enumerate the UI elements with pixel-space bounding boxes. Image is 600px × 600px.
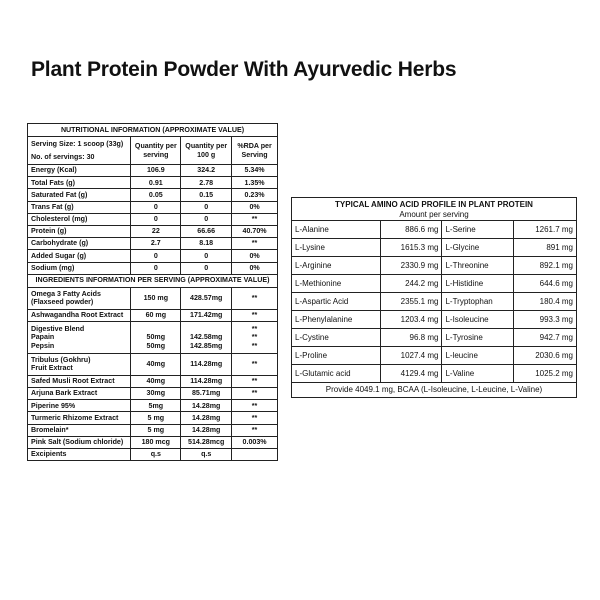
ingredient-per-100g-line: 142.58mg [190, 333, 223, 342]
table-row [292, 293, 577, 311]
table-row [28, 436, 278, 448]
bcaa-footnote: Provide 4049.1 mg, BCAA (L-Isoleucine, L-Leucine, L-Valine) [292, 383, 577, 398]
ingredient-serving-line: 50mg [146, 341, 166, 350]
table-row [28, 250, 278, 262]
ingredient-rda-line: ** [251, 341, 258, 350]
ingredient-rda: ** [232, 424, 278, 436]
ingredient-name: Excipients [28, 449, 131, 461]
nutrient-per-serving: 0 [131, 213, 181, 225]
amino-acid-name: L-Serine [442, 221, 514, 239]
table-row [28, 353, 278, 375]
table-row [292, 198, 577, 221]
number-of-servings: No. of servings: 30 [31, 153, 95, 161]
table-row [292, 221, 577, 239]
ingredient-per-100g: 14.28mg [181, 424, 232, 436]
ingredient-serving-line: 50mg [146, 333, 166, 342]
amino-acid-name: L-Isoleucine [442, 311, 514, 329]
amino-acid-amount: 892.1 mg [514, 257, 577, 275]
serving-info-cell [28, 137, 131, 165]
nutrient-per-serving: 0 [131, 262, 181, 274]
amino-acid-amount: 4129.4 mg [380, 365, 442, 383]
nutrient-per-100g: 0.15 [181, 189, 232, 201]
nutrient-per-100g: 2.78 [181, 177, 232, 189]
ingredient-name-line: Omega 3 Fatty Acids [31, 289, 101, 298]
ingredient-per-100g: 171.42mg [181, 309, 232, 321]
ingredient-serving: 60 mg [131, 309, 181, 321]
amino-acid-amount: 2330.9 mg [380, 257, 442, 275]
ingredient-name: Pink Salt (Sodium chloride) [28, 436, 131, 448]
table-row [292, 239, 577, 257]
ingredient-serving: 5 mg [131, 412, 181, 424]
ingredient-name-line: Tribulus (Gokhru) [31, 355, 91, 364]
amino-acid-name: L-Cystine [292, 329, 381, 347]
ingredient-name: Safed Musli Root Extract [28, 375, 131, 387]
nutrient-rda: ** [232, 238, 278, 250]
nutrient-name: Energy (Kcal) [28, 165, 131, 177]
nutrient-per-serving: 0 [131, 250, 181, 262]
nutrient-per-100g: 66.66 [181, 225, 232, 237]
ingredient-rda-line: ** [251, 324, 258, 333]
ingredient-rda [232, 449, 278, 461]
nutrient-per-serving: 0 [131, 201, 181, 213]
table-row [292, 311, 577, 329]
table-row [292, 329, 577, 347]
amino-acid-amount: 180.4 mg [514, 293, 577, 311]
ingredient-name: Arjuna Bark Extract [28, 388, 131, 400]
ingredient-serving: 40mg [131, 353, 181, 375]
ingredient-name-line: Fruit Extract [31, 364, 73, 373]
ingredient-serving [131, 321, 181, 353]
table-row [28, 274, 278, 287]
ingredient-name-line: Digestive Blend [31, 324, 85, 333]
ingredient-name-line: Pepsin [31, 341, 55, 350]
nutrient-rda: ** [232, 213, 278, 225]
ingredient-per-100g-line: 142.85mg [190, 341, 223, 350]
table-row [28, 400, 278, 412]
ingredient-serving: q.s [131, 449, 181, 461]
amino-acid-name: L-Arginine [292, 257, 381, 275]
nutrient-rda: 1.35% [232, 177, 278, 189]
table-row [292, 383, 577, 398]
amino-acid-name: L-Tryptophan [442, 293, 514, 311]
amino-acid-name: L-Lysine [292, 239, 381, 257]
amino-acid-name: L-Alanine [292, 221, 381, 239]
ingredient-per-100g: 514.28mcg [181, 436, 232, 448]
ingredient-rda-line: ** [251, 333, 258, 342]
nutrient-per-serving: 2.7 [131, 238, 181, 250]
table-row [28, 309, 278, 321]
ingredient-rda: ** [232, 400, 278, 412]
amino-title: TYPICAL AMINO ACID PROFILE IN PLANT PROTEIN [335, 200, 533, 209]
nutrient-per-serving: 0.05 [131, 189, 181, 201]
ingredient-name-line: (Flaxseed powder) [31, 298, 94, 307]
amino-acid-amount: 2355.1 mg [380, 293, 442, 311]
table-row [28, 177, 278, 189]
table-row [28, 321, 278, 353]
amino-acid-amount: 2030.6 mg [514, 347, 577, 365]
table-row [28, 124, 278, 137]
ingredient-name: Ashwagandha Root Extract [28, 309, 131, 321]
ingredient-per-100g: q.s [181, 449, 232, 461]
nutrient-per-100g: 0 [181, 201, 232, 213]
nutrient-per-100g: 0 [181, 213, 232, 225]
ingredient-serving: 180 mcg [131, 436, 181, 448]
amino-acid-name: L-Methionine [292, 275, 381, 293]
table-row [292, 257, 577, 275]
ingredient-rda: ** [232, 388, 278, 400]
ingredient-serving: 150 mg [131, 287, 181, 309]
amino-acid-amount: 942.7 mg [514, 329, 577, 347]
ingredient-serving: 5mg [131, 400, 181, 412]
ingredient-rda: ** [232, 287, 278, 309]
ingredient-per-100g: 14.28mg [181, 412, 232, 424]
amino-acid-table [291, 197, 577, 398]
nutrition-table [27, 123, 278, 461]
table-row [28, 375, 278, 387]
nutrient-per-serving: 22 [131, 225, 181, 237]
nutrient-name: Saturated Fat (g) [28, 189, 131, 201]
ingredient-serving: 40mg [131, 375, 181, 387]
column-header-rda: %RDA per Serving [232, 137, 278, 165]
nutrient-per-100g: 0 [181, 262, 232, 274]
amino-subtitle: Amount per serving [399, 210, 469, 219]
amino-acid-amount: 244.2 mg [380, 275, 442, 293]
ingredient-name [28, 353, 131, 375]
table-row [28, 412, 278, 424]
amino-acid-name: L-Proline [292, 347, 381, 365]
amino-acid-amount: 993.3 mg [514, 311, 577, 329]
amino-acid-amount: 1025.2 mg [514, 365, 577, 383]
column-header-per-serving: Quantity per serving [131, 137, 181, 165]
amino-acid-name: L-Tyrosine [442, 329, 514, 347]
amino-acid-name: L-Histidine [442, 275, 514, 293]
table-row [28, 137, 278, 165]
table-row [28, 287, 278, 309]
nutrient-per-100g: 8.18 [181, 238, 232, 250]
nutrient-rda: 0% [232, 262, 278, 274]
ingredient-rda: ** [232, 309, 278, 321]
amino-acid-amount: 891 mg [514, 239, 577, 257]
amino-acid-name: L-Valine [442, 365, 514, 383]
table-row [28, 449, 278, 461]
table-row [292, 347, 577, 365]
table-row [28, 424, 278, 436]
ingredients-header: INGREDIENTS INFORMATION PER SERVING (APPROXIMATE VALUE) [28, 274, 278, 287]
nutrient-name: Protein (g) [28, 225, 131, 237]
table-row [28, 201, 278, 213]
ingredient-per-100g: 14.28mg [181, 400, 232, 412]
nutrient-rda: 0% [232, 201, 278, 213]
amino-acid-amount: 1615.3 mg [380, 239, 442, 257]
amino-acid-amount: 1203.4 mg [380, 311, 442, 329]
ingredient-per-100g: 428.57mg [181, 287, 232, 309]
table-row [28, 225, 278, 237]
ingredient-per-100g [181, 321, 232, 353]
ingredient-per-100g: 85.71mg [181, 388, 232, 400]
nutrient-name: Added Sugar (g) [28, 250, 131, 262]
nutrient-per-serving: 0.91 [131, 177, 181, 189]
ingredient-rda: 0.003% [232, 436, 278, 448]
ingredient-name: Piperine 95% [28, 400, 131, 412]
ingredient-rda: ** [232, 412, 278, 424]
table-row [292, 365, 577, 383]
amino-acid-amount: 1027.4 mg [380, 347, 442, 365]
amino-acid-name: L-Glycine [442, 239, 514, 257]
amino-acid-amount: 644.6 mg [514, 275, 577, 293]
ingredient-serving: 30mg [131, 388, 181, 400]
amino-acid-name: L-leucine [442, 347, 514, 365]
amino-acid-amount: 1261.7 mg [514, 221, 577, 239]
ingredient-serving: 5 mg [131, 424, 181, 436]
amino-acid-amount: 886.6 mg [380, 221, 442, 239]
table-row [28, 213, 278, 225]
nutrition-header: NUTRITIONAL INFORMATION (APPROXIMATE VALUE) [28, 124, 278, 137]
nutrient-rda: 5.34% [232, 165, 278, 177]
nutrient-name: Total Fats (g) [28, 177, 131, 189]
nutrient-rda: 40.70% [232, 225, 278, 237]
ingredient-rda: ** [232, 375, 278, 387]
table-row [28, 165, 278, 177]
amino-acid-name: L-Threonine [442, 257, 514, 275]
table-row [28, 262, 278, 274]
amino-header [292, 198, 577, 221]
ingredient-rda [232, 321, 278, 353]
amino-acid-amount: 96.8 mg [380, 329, 442, 347]
table-row [28, 238, 278, 250]
nutrient-per-100g: 0 [181, 250, 232, 262]
amino-acid-name: L-Glutamic acid [292, 365, 381, 383]
ingredient-name [28, 287, 131, 309]
ingredient-name: Turmeric Rhizome Extract [28, 412, 131, 424]
nutrient-name: Sodium (mg) [28, 262, 131, 274]
ingredient-name-line: Papain [31, 333, 55, 342]
nutrient-per-serving: 106.9 [131, 165, 181, 177]
nutrient-rda: 0% [232, 250, 278, 262]
ingredient-per-100g: 114.28mg [181, 353, 232, 375]
table-row [28, 388, 278, 400]
ingredient-name [28, 321, 131, 353]
nutrient-name: Trans Fat (g) [28, 201, 131, 213]
ingredient-rda: ** [232, 353, 278, 375]
nutrient-rda: 0.23% [232, 189, 278, 201]
table-row [28, 189, 278, 201]
table-row [292, 275, 577, 293]
amino-acid-name: L-Phenylalanine [292, 311, 381, 329]
serving-size: Serving Size: 1 scoop (33g) [31, 139, 124, 148]
nutrient-per-100g: 324.2 [181, 165, 232, 177]
amino-acid-name: L-Aspartic Acid [292, 293, 381, 311]
ingredient-name: Bromelain* [28, 424, 131, 436]
column-header-per-100g: Quantity per 100 g [181, 137, 232, 165]
page-title: Plant Protein Powder With Ayurvedic Herbs [31, 58, 457, 81]
nutrient-name: Cholesterol (mg) [28, 213, 131, 225]
nutrient-name: Carbohydrate (g) [28, 238, 131, 250]
ingredient-per-100g: 114.28mg [181, 375, 232, 387]
